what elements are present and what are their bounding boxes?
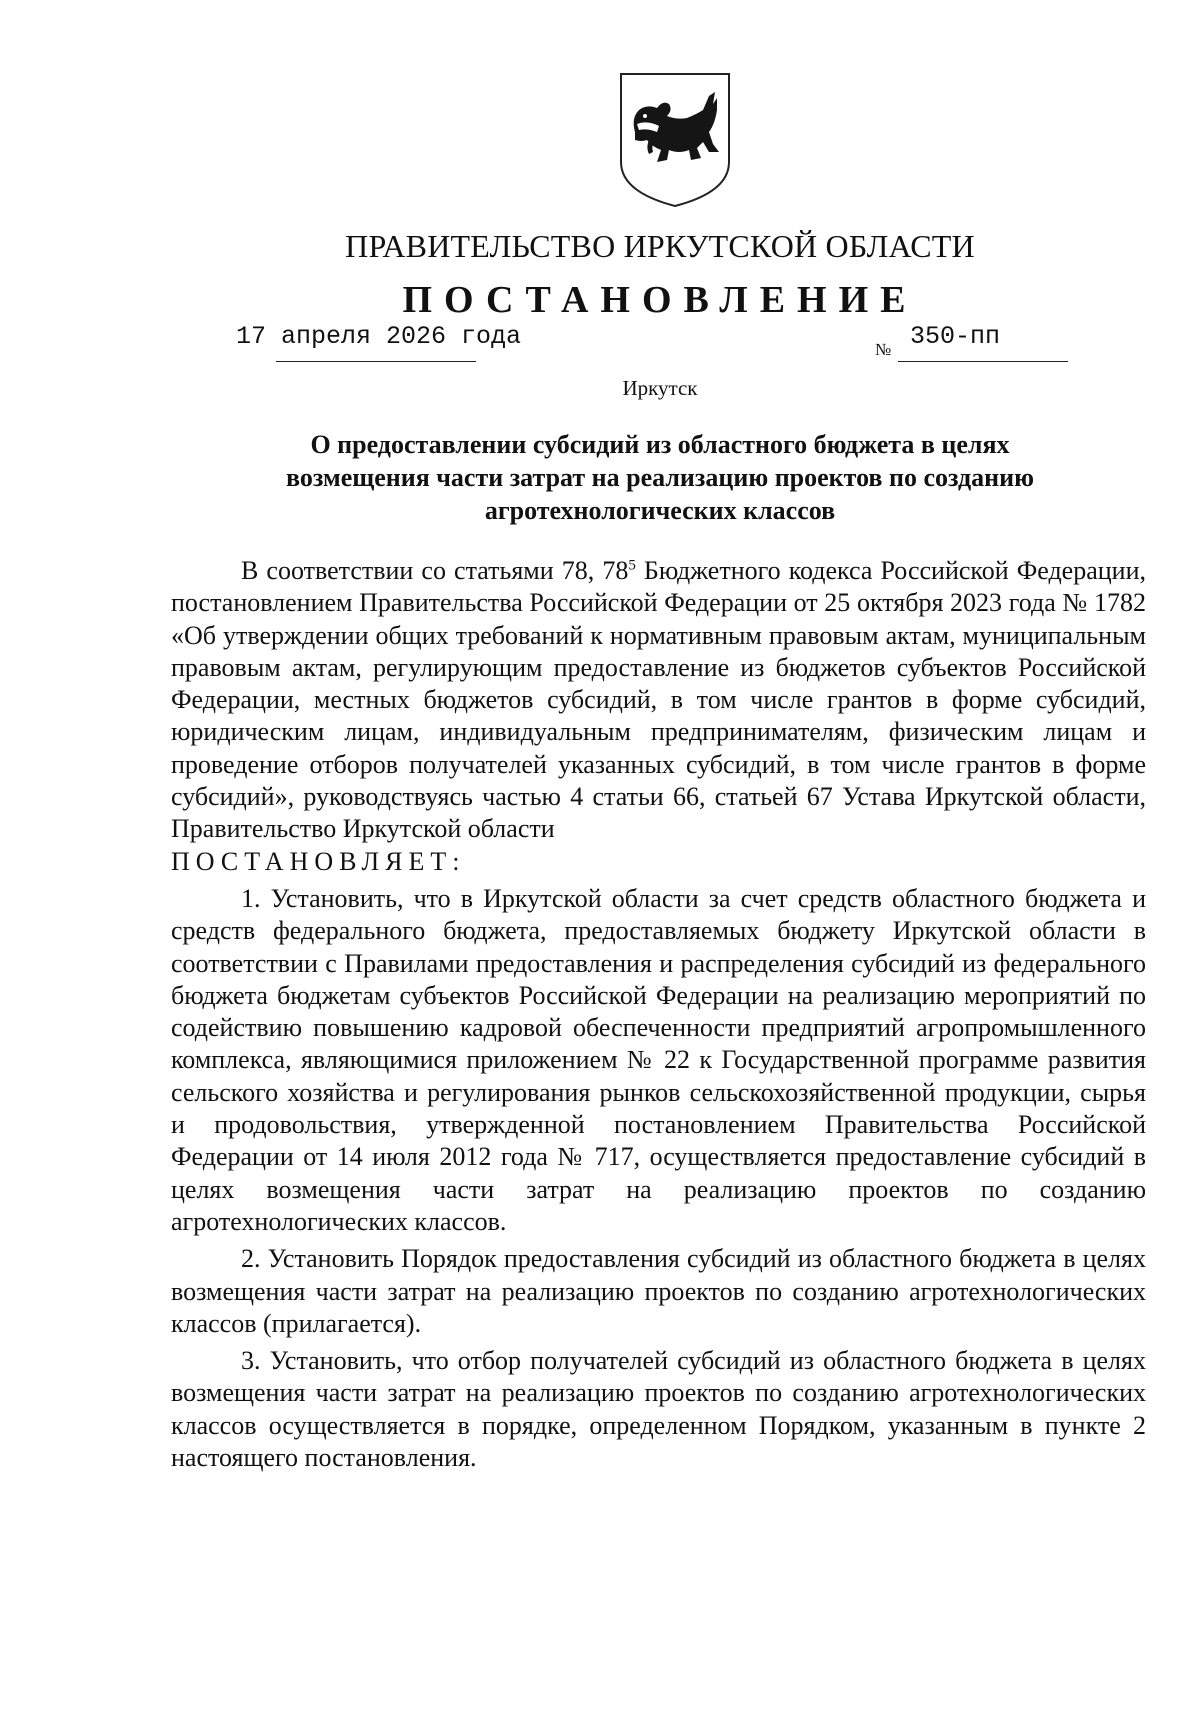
issue-city: Иркутск (622, 376, 698, 400)
document-number: 350-пп (910, 322, 1001, 351)
preamble-text-end: Бюджетного кодекса Российской Федерации, постановлением Правительства Российской Федерации от 25 октября 2023 года № 1782 «Об утверждении общих требований к нормативным правовым актам, муниципальным правовым актам, регулирующим предоставление из бюджетов субъектов Российской Федерации, местных бюджетов субсидий, в том числе грантов в форме субсидий, юридическим лицам, индивидуальным предпринимателям, физическим лицам и проведение отборов получателей указанных субсидий, в том числе грантов в форме субсидий», руководствуясь частью 4 статьи 66, статьей 67 Устава Иркутской области, Правительство Иркутской области (171, 556, 1146, 844)
document-subject: О предоставлении субсидий из областного бюджета в целях возмещения части затрат на реализацию проектов по созданию агротехнологических классов (286, 430, 1034, 525)
resolution-item-2: 2. Установить Порядок предоставления субсидий из областного бюджета в целях возмещения части затрат на реализацию проектов по созданию агротехнологических классов (прилагается). (171, 1244, 1146, 1338)
government-title: ПРАВИТЕЛЬСТВО ИРКУТСКОЙ ОБЛАСТИ (345, 228, 975, 264)
article-superscript: 5 (628, 557, 636, 574)
date-underline (276, 361, 476, 362)
preamble-paragraph (171, 555, 1146, 846)
resolution-item-3: 3. Установить, что отбор получателей субсидий из областного бюджета в целях возмещения части затрат на реализацию проектов по созданию агротехнологических классов осуществляется в порядке, определенном Порядком, указанным в пункте 2 настоящего постановления. (171, 1346, 1146, 1473)
resolution-item-1: 1. Установить, что в Иркутской области за счет средств областного бюджета и средств федерального бюджета, предоставляемых бюджету Иркутской области в соответствии с Правилами предоставления и распределения субсидий из федерального бюджета бюджетам субъектов Российской Федерации на реализацию мероприятий по содействию повышению кадровой обеспеченности предприятий агропромышленного комплекса, являющимися приложением № 22 к Государственной программе развития сельского хозяйства и регулирования рынков сельскохозяйственной продукции, сырья и продовольствия, утвержденной постановлением Правительства Российской Федерации от 14 июля 2012 года № 717, осуществляется предоставление субсидий в целях возмещения части затрат на реализацию проектов по созданию агротехнологических классов. (171, 883, 1146, 1236)
document-date: 17 апреля 2026 года (236, 322, 522, 351)
preamble-text-start: В соответствии со статьями 78, 78 (241, 556, 629, 585)
document-body (171, 555, 1146, 1474)
number-underline (898, 361, 1068, 362)
document-type-heading: ПОСТАНОВЛЕНИЕ (402, 279, 918, 321)
number-sign: № (875, 340, 892, 359)
resolves-heading: ПОСТАНОВЛЯЕТ: (171, 846, 466, 876)
irkutsk-coat-of-arms-icon (617, 70, 733, 210)
